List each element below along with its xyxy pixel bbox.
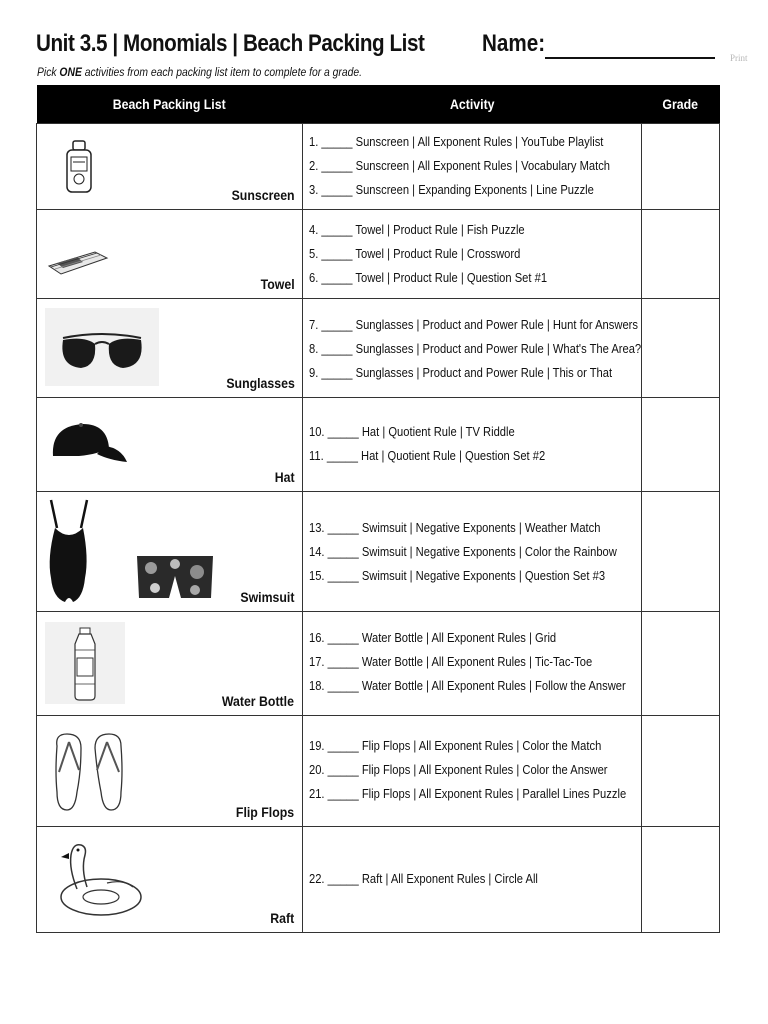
print-link[interactable]: Print bbox=[730, 53, 748, 63]
item-label-towel: Towel bbox=[260, 276, 295, 292]
activity-3: 3. _____ Sunscreen | Expanding Exponents | Line Puzzle bbox=[309, 182, 595, 197]
header-packing-list bbox=[37, 85, 303, 124]
page-title: Unit 3.5 | Monomials | Beach Packing List bbox=[36, 30, 425, 57]
header-packing-list-label: Beach Packing List bbox=[113, 96, 227, 112]
activity-6: 6. _____ Towel | Product Rule | Question Set #1 bbox=[309, 270, 548, 285]
activity-cell-flip-flops bbox=[303, 716, 641, 827]
item-cell-towel bbox=[37, 210, 303, 299]
table-header-row bbox=[37, 85, 720, 124]
table-row bbox=[37, 398, 720, 492]
table-row bbox=[37, 612, 720, 716]
activity-2: 2. _____ Sunscreen | All Exponent Rules | Vocabulary Match bbox=[309, 158, 611, 173]
item-cell-water-bottle bbox=[37, 612, 303, 716]
water-bottle-icon bbox=[45, 622, 125, 704]
activity-9: 9. _____ Sunglasses | Product and Power Rule | This or That bbox=[309, 365, 613, 380]
activity-cell-hat bbox=[303, 398, 641, 492]
grade-cell-sunscreen[interactable] bbox=[641, 124, 719, 210]
sunglasses-icon bbox=[45, 308, 159, 386]
item-cell-flip-flops bbox=[37, 716, 303, 827]
activity-18: 18. _____ Water Bottle | All Exponent Rules | Follow the Answer bbox=[309, 678, 627, 693]
item-label-flip-flops: Flip Flops bbox=[236, 804, 295, 820]
item-cell-swimsuit bbox=[37, 492, 303, 612]
item-cell-sunscreen bbox=[37, 124, 303, 210]
grade-cell-swimsuit[interactable] bbox=[641, 492, 719, 612]
towel-icon bbox=[47, 248, 109, 276]
activity-cell-water-bottle bbox=[303, 612, 641, 716]
activity-8: 8. _____ Sunglasses | Product and Power Rule | What's The Area? bbox=[309, 341, 642, 356]
flamingo-raft-icon bbox=[57, 839, 143, 919]
name-label: Name: bbox=[482, 30, 546, 57]
activity-20: 20. _____ Flip Flops | All Exponent Rules | Color the Answer bbox=[309, 762, 608, 777]
item-label-water-bottle: Water Bottle bbox=[222, 693, 295, 709]
one-piece-swimsuit-icon bbox=[43, 498, 95, 604]
grade-cell-sunglasses[interactable] bbox=[641, 299, 719, 398]
activity-19: 19. _____ Flip Flops | All Exponent Rules | Color the Match bbox=[309, 738, 602, 753]
instructions bbox=[37, 67, 362, 79]
activity-14: 14. _____ Swimsuit | Negative Exponents | Color the Rainbow bbox=[309, 544, 618, 559]
grade-cell-raft[interactable] bbox=[641, 827, 719, 933]
baseball-cap-icon bbox=[49, 418, 129, 468]
activity-17: 17. _____ Water Bottle | All Exponent Rules | Tic-Tac-Toe bbox=[309, 654, 593, 669]
item-cell-raft bbox=[37, 827, 303, 933]
table-row bbox=[37, 210, 720, 299]
grade-cell-towel[interactable] bbox=[641, 210, 719, 299]
activity-cell-sunglasses bbox=[303, 299, 641, 398]
item-cell-hat bbox=[37, 398, 303, 492]
grade-cell-water-bottle[interactable] bbox=[641, 612, 719, 716]
instructions-emphasis: ONE bbox=[59, 67, 82, 79]
name-blank-line[interactable] bbox=[545, 57, 715, 59]
grade-cell-flip-flops[interactable] bbox=[641, 716, 719, 827]
activity-cell-raft bbox=[303, 827, 641, 933]
item-cell-sunglasses bbox=[37, 299, 303, 398]
packing-list-table bbox=[36, 85, 720, 933]
activity-11: 11. _____ Hat | Quotient Rule | Question Set #2 bbox=[309, 448, 546, 463]
header-grade-label: Grade bbox=[662, 96, 699, 112]
sunscreen-bottle-icon bbox=[65, 140, 93, 194]
activity-1: 1. _____ Sunscreen | All Exponent Rules | YouTube Playlist bbox=[309, 134, 604, 149]
table-row bbox=[37, 716, 720, 827]
activity-22: 22. _____ Raft | All Exponent Rules | Circle All bbox=[309, 871, 539, 886]
activity-15: 15. _____ Swimsuit | Negative Exponents | Question Set #3 bbox=[309, 568, 606, 583]
item-label-raft: Raft bbox=[270, 910, 295, 926]
activity-7: 7. _____ Sunglasses | Product and Power Rule | Hunt for Answers bbox=[309, 317, 639, 332]
table-row bbox=[37, 827, 720, 933]
header-grade bbox=[641, 85, 719, 124]
activity-13: 13. _____ Swimsuit | Negative Exponents | Weather Match bbox=[309, 520, 601, 535]
activity-21: 21. _____ Flip Flops | All Exponent Rules | Parallel Lines Puzzle bbox=[309, 786, 627, 801]
header-activity bbox=[303, 85, 641, 124]
activity-cell-sunscreen bbox=[303, 124, 641, 210]
flip-flops-icon bbox=[51, 732, 127, 812]
table-row bbox=[37, 124, 720, 210]
activity-cell-towel bbox=[303, 210, 641, 299]
table-row bbox=[37, 492, 720, 612]
activity-10: 10. _____ Hat | Quotient Rule | TV Riddle bbox=[309, 424, 516, 439]
instructions-text-2: activities from each packing list item to complete for a grade. bbox=[81, 67, 363, 79]
item-label-hat: Hat bbox=[274, 469, 295, 485]
item-label-sunglasses: Sunglasses bbox=[225, 375, 295, 391]
instructions-text-1: Pick bbox=[37, 67, 60, 79]
header-activity-label: Activity bbox=[449, 96, 495, 112]
table-row bbox=[37, 299, 720, 398]
activity-16: 16. _____ Water Bottle | All Exponent Rules | Grid bbox=[309, 630, 557, 645]
activity-cell-swimsuit bbox=[303, 492, 641, 612]
activity-4: 4. _____ Towel | Product Rule | Fish Puzzle bbox=[309, 222, 526, 237]
item-label-sunscreen: Sunscreen bbox=[231, 187, 295, 203]
grade-cell-hat[interactable] bbox=[641, 398, 719, 492]
swim-trunks-icon bbox=[135, 552, 215, 602]
activity-5: 5. _____ Towel | Product Rule | Crossword bbox=[309, 246, 521, 261]
item-label-swimsuit: Swimsuit bbox=[240, 589, 295, 605]
